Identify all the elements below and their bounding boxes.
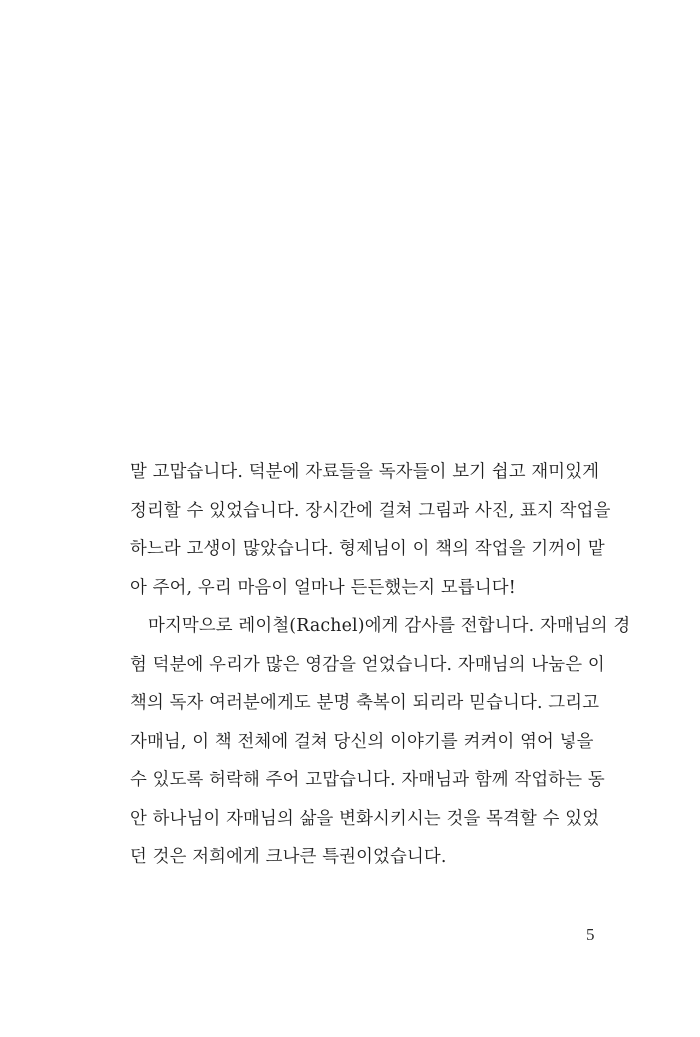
text-line: 던 것은 저희에게 크나큰 특권이었습니다. [130, 847, 447, 867]
text-line: 정리할 수 있었습니다. 장시간에 걸쳐 그림과 사진, 표지 작업을 [130, 500, 611, 521]
text-line: 말 고맙습니다. 덕분에 자료들을 독자들이 보기 쉽고 재미있게 [130, 462, 600, 482]
text-line: 자매님, 이 책 전체에 걸쳐 당신의 이야기를 켜켜이 엮어 넣을 [130, 731, 594, 752]
text-line: 하느라 고생이 많았습니다. 형제님이 이 책의 작업을 기꺼이 맡 [130, 539, 605, 559]
page-number: 5 [586, 925, 595, 944]
text-line: 책의 독자 여러분에게도 분명 축복이 되리라 믿습니다. 그리고 [130, 693, 600, 713]
body-text [130, 453, 631, 877]
text-line: 안 하나님이 자매님의 삶을 변화시키시는 것을 목격할 수 있었 [130, 808, 600, 829]
paragraph-start-line: 마지막으로 레이철(Rachel)에게 감사를 전합니다. 자매님의 경 [148, 616, 631, 636]
text-line: 수 있도록 허락해 주어 고맙습니다. 자매님과 함께 작업하는 동 [130, 770, 605, 790]
text-line: 험 덕분에 우리가 많은 영감을 얻었습니다. 자매님의 나눔은 이 [130, 654, 605, 675]
text-line: 아 주어, 우리 마음이 얼마나 든든했는지 모릅니다! [130, 577, 516, 598]
